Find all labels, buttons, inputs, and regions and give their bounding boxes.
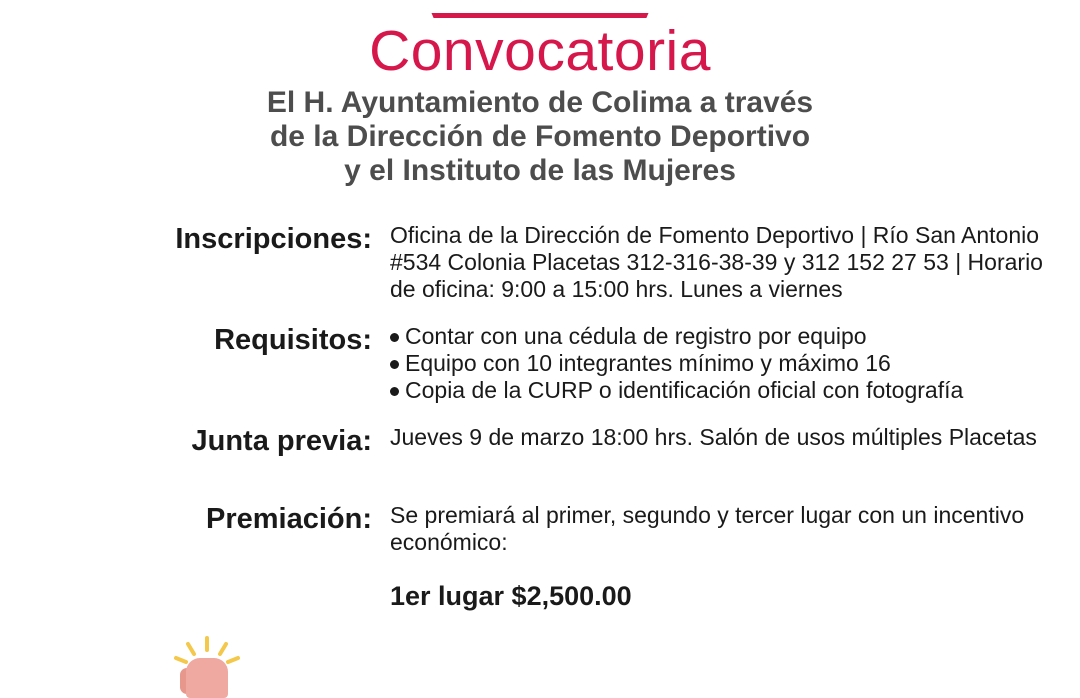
requisito-text-3: Copia de la CURP o identificación oficial con fotografía: [405, 377, 964, 403]
hand-shape: [186, 658, 228, 698]
list-item: [390, 377, 1050, 404]
row-premiacion: [0, 502, 1080, 612]
requisito-text-1: Contar con una cédula de registro por equipo: [405, 323, 867, 349]
inscripciones-text: Oficina de la Dirección de Fomento Deportivo | Río San Antonio #534 Colonia Placetas 312-316-38-39 y 312 152 27 53 | Horario de oficina: 9:00 a 15:00 hrs. Lunes a viernes: [390, 222, 1043, 302]
banner-shape-icon: [400, 0, 680, 18]
value-inscripciones: [390, 222, 1050, 303]
page-title: Convocatoria: [369, 19, 711, 83]
value-premiacion: [390, 502, 1050, 612]
row-junta-previa: [0, 424, 1080, 458]
value-junta-previa: [390, 424, 1050, 451]
value-requisitos: [390, 323, 1050, 404]
label-requisitos: Requisitos:: [214, 324, 372, 356]
junta-text: Jueves 9 de marzo 18:00 hrs. Salón de usos múltiples Placetas: [390, 424, 1037, 450]
award-hand-icon: [168, 636, 246, 696]
bullet-dot-icon: [390, 333, 399, 342]
label-junta-previa: Junta previa:: [191, 425, 372, 457]
subtitle-line-1: El H. Ayuntamiento de Colima a través: [266, 86, 814, 119]
premiacion-text: Se premiará al primer, segundo y tercer lugar con un incentivo económico:: [390, 502, 1025, 555]
top-banner: [0, 0, 1080, 18]
subtitle-line-3: y el Instituto de las Mujeres: [344, 154, 736, 187]
subtitle-line-2: de la Dirección de Fomento Deportivo: [269, 120, 811, 153]
label-inscripciones: Inscripciones:: [175, 223, 372, 255]
details-list: [0, 222, 1080, 612]
requisito-text-2: Equipo con 10 integrantes mínimo y máximo 16: [405, 350, 891, 376]
subtitle: [0, 86, 1080, 188]
bullet-dot-icon: [390, 360, 399, 369]
premiacion-amount: 1er lugar $2,500.00: [390, 581, 632, 611]
bullet-dot-icon: [390, 387, 399, 396]
label-premiacion: Premiación:: [206, 503, 372, 535]
list-item: [390, 350, 1050, 377]
list-item: [390, 323, 1050, 350]
row-inscripciones: [0, 222, 1080, 303]
row-requisitos: [0, 323, 1080, 404]
